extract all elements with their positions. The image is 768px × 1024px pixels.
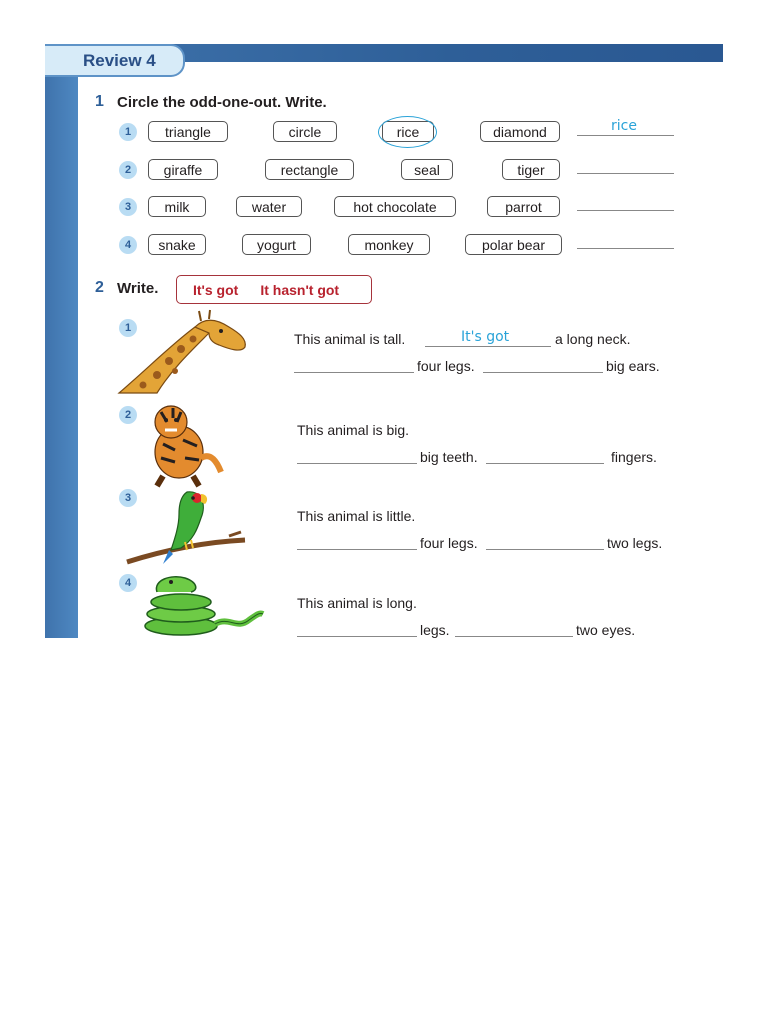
word-box[interactable]: seal [401,159,453,180]
handwritten-answer: rice [611,118,637,134]
item-number: 1 [119,319,137,337]
answer-blank[interactable] [486,549,604,550]
page-title: Review 4 [83,50,156,70]
word-box[interactable]: giraffe [148,159,218,180]
sentence-part: two eyes. [576,622,636,638]
item-number: 4 [119,574,137,592]
word-box[interactable]: parrot [487,196,560,217]
word-box[interactable]: milk [148,196,206,217]
word-bank-option: It hasn't got [260,281,340,298]
sentence-tail: a long neck. [555,331,631,347]
sentence-part: fingers. [611,449,657,465]
exercise-1-number: 1 [95,93,104,110]
item-number: 3 [119,198,137,216]
parrot-icon [125,484,250,566]
sentence-part: big teeth. [420,449,478,465]
answer-line[interactable] [577,173,674,174]
word-box[interactable]: rice [382,121,434,142]
answer-blank[interactable] [486,463,604,464]
sentence: This animal is little. [297,508,416,524]
word-box[interactable]: polar bear [465,234,562,255]
answer-blank[interactable] [483,372,603,373]
answer-blank[interactable] [294,372,414,373]
sentence: This animal is big. [297,422,410,438]
answer-line[interactable] [577,135,674,136]
item-number: 1 [119,123,137,141]
handwritten-answer: It's got [461,329,510,345]
word-box[interactable]: diamond [480,121,560,142]
word-box[interactable]: monkey [348,234,430,255]
word-box[interactable]: yogurt [242,234,311,255]
answer-circle-mark [378,116,437,148]
answer-blank[interactable] [425,346,551,347]
exercise-2-number: 2 [95,279,104,296]
item-number: 2 [119,406,137,424]
word-bank-option: It's got [193,281,239,298]
sentence-part: two legs. [607,535,663,551]
left-margin-strip [45,44,78,638]
answer-blank[interactable] [297,463,417,464]
exercise-1-instruction: Circle the odd-one-out. Write. [117,94,327,111]
giraffe-icon [117,309,252,394]
sentence-part: legs. [420,622,450,638]
exercise-2-instruction: Write. [117,280,159,297]
item-number: 3 [119,489,137,507]
answer-line[interactable] [577,210,674,211]
word-box[interactable]: tiger [502,159,560,180]
sentence-part: four legs. [417,358,475,374]
worksheet-page [45,44,723,638]
word-box[interactable]: circle [273,121,337,142]
word-bank-box [176,275,372,304]
answer-line[interactable] [577,248,674,249]
answer-blank[interactable] [297,636,417,637]
word-box[interactable]: snake [148,234,206,255]
item-number: 4 [119,236,137,254]
word-box[interactable]: hot chocolate [334,196,456,217]
snake-icon [141,572,265,638]
answer-blank[interactable] [455,636,573,637]
tiger-icon [143,400,225,488]
sentence-part: four legs. [420,535,478,551]
sentence: This animal is long. [297,595,417,611]
word-box[interactable]: rectangle [265,159,354,180]
review-title-tab [45,44,185,77]
sentence-part: big ears. [606,358,660,374]
word-box[interactable]: triangle [148,121,228,142]
word-box[interactable]: water [236,196,302,217]
answer-blank[interactable] [297,549,417,550]
item-number: 2 [119,161,137,179]
sentence: This animal is tall. [294,331,406,347]
